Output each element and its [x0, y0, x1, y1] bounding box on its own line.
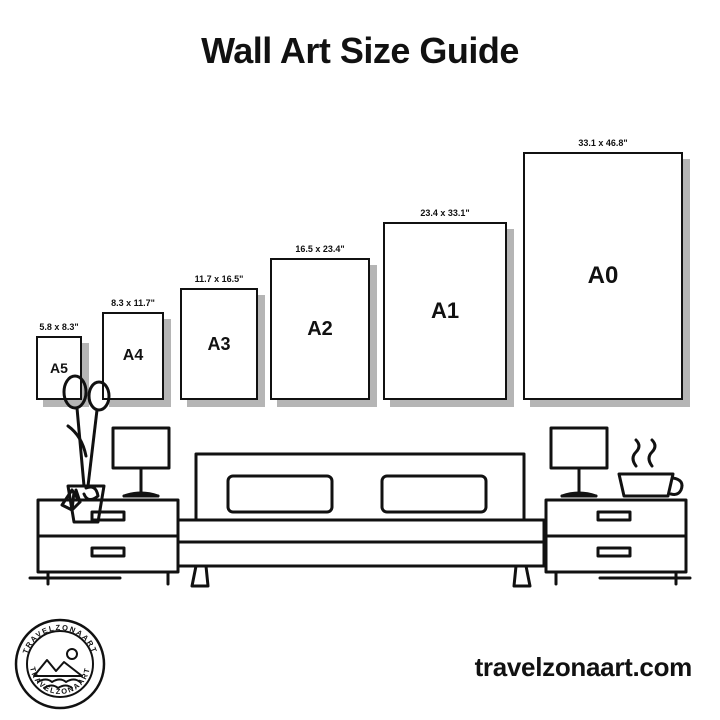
frame-label: A5 [50, 360, 68, 376]
nightstand-left-icon [38, 500, 178, 584]
table-lamp-right-icon [551, 428, 607, 496]
website-url[interactable]: travelzonaart.com [474, 652, 692, 682]
travelzonaart-logo [14, 618, 106, 710]
footer [0, 610, 720, 720]
frame-label: A4 [122, 347, 144, 364]
frame-dimension-label: 23.4 x 33.1" [420, 208, 470, 218]
nightstand-right-icon [546, 500, 686, 584]
frame-label: A1 [430, 298, 460, 323]
frame-a0 [523, 152, 683, 400]
svg-text:TRAVELZONAART: TRAVELZONAART [20, 622, 100, 656]
frame-dimension-label: 33.1 x 46.8" [578, 138, 628, 148]
frame-size-row [0, 110, 720, 400]
frame-dimension-label: 11.7 x 16.5" [194, 274, 244, 284]
page-title: Wall Art Size Guide [201, 30, 519, 71]
frame-dimension-label: 5.8 x 8.3" [39, 322, 79, 332]
frame-label: A2 [307, 318, 333, 340]
bed-icon [178, 454, 544, 586]
frame-label: A0 [587, 262, 619, 289]
svg-text:TRAVELZONAART: TRAVELZONAART [28, 666, 92, 697]
frame-group-a0 [523, 138, 683, 400]
frame-label: A3 [207, 334, 231, 354]
frame-dimension-label: 8.3 x 11.7" [111, 298, 155, 308]
table-lamp-left-icon [113, 428, 169, 496]
coffee-cup-icon [619, 440, 682, 496]
frame-dimension-label: 16.5 x 23.4" [295, 244, 345, 254]
bedroom-scene-illustration [0, 370, 720, 600]
